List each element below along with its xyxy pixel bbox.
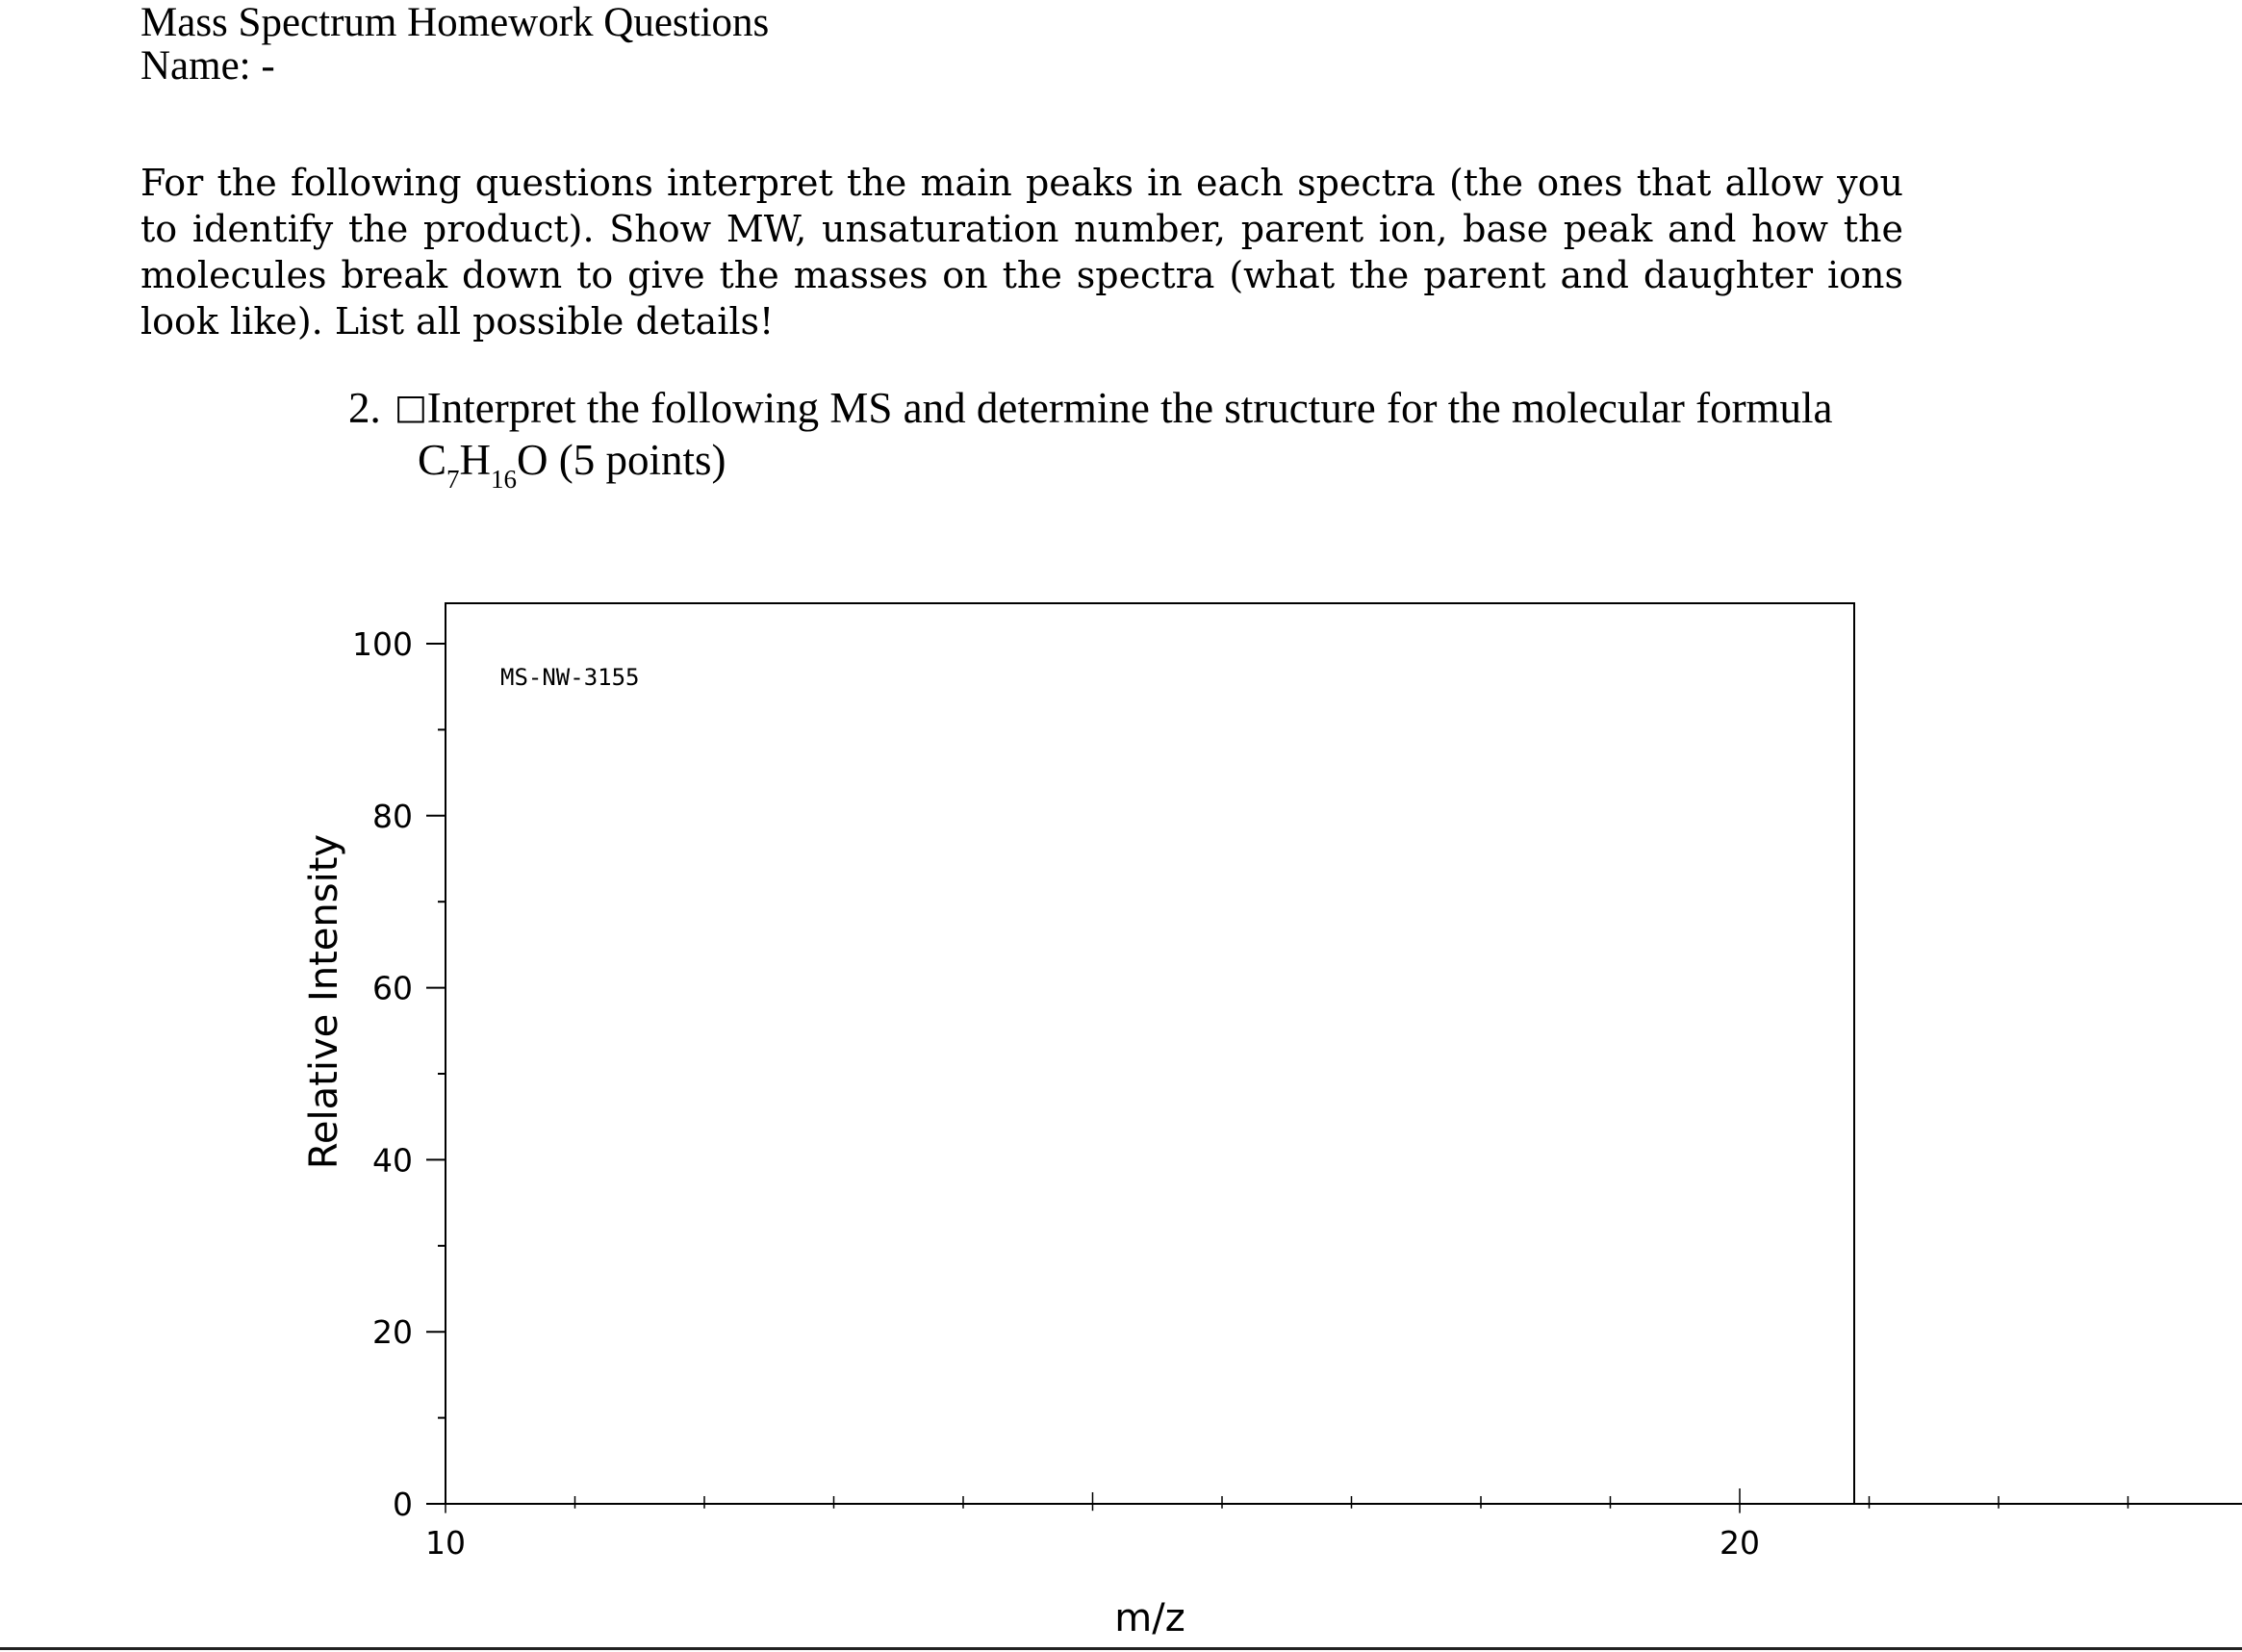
formula-c-subscript: 7 (446, 465, 460, 494)
name-line: Name: - (140, 43, 275, 89)
formula-h: H (459, 436, 492, 484)
question-text: Interpret the following MS and determine the structure for the molecular formula (426, 384, 1833, 432)
document-title: Mass Spectrum Homework Questions (140, 0, 770, 45)
y-tick-label: 60 (372, 969, 413, 1007)
x-axis (425, 1488, 2242, 1562)
y-tick-label: 40 (372, 1141, 413, 1180)
question-number: 2. (348, 384, 381, 432)
formula-h-subscript: 16 (491, 465, 518, 494)
y-tick-label: 20 (372, 1313, 413, 1352)
formula-rest: O (5 points) (517, 436, 726, 484)
spectrum-id-annotation: MS-NW-3155 (500, 664, 640, 691)
y-axis (352, 625, 446, 1523)
bottom-divider (0, 1647, 2242, 1650)
y-tick-label: 0 (393, 1486, 413, 1523)
x-tick-label: 10 (425, 1524, 466, 1562)
y-tick-label: 80 (372, 797, 413, 835)
plot-frame (446, 603, 1854, 1504)
x-tick-label: 20 (1720, 1524, 1760, 1562)
instructions-paragraph: For the following questions interpret the main peaks in each spectra (the ones that allow you to identify the product). Show MW, unsaturation number, parent ion, base peak and how the molecules break down to give the masses on the spectra (what the parent and daughter ions look like). List all possible details! (140, 162, 1903, 343)
x-axis-label: m/z (1114, 1596, 1185, 1640)
y-tick-label: 100 (352, 625, 413, 663)
checkbox-glyph-icon: □ (394, 388, 427, 427)
formula-c: C (418, 436, 447, 484)
y-axis-label: Relative Intensity (302, 833, 346, 1170)
